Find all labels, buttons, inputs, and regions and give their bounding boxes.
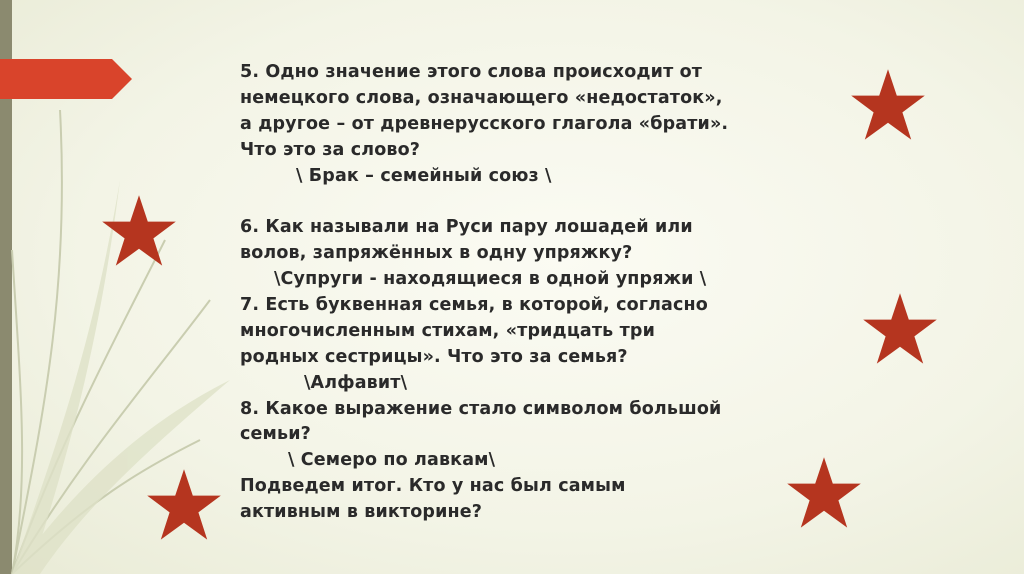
star-icon [99,192,179,272]
star-icon [848,66,928,146]
question-7-line-2: многочисленным стихам, «тридцать три [240,320,656,341]
star-icon [860,290,940,370]
answer-8: \ Семеро по лавкам\ [288,450,496,471]
star-icon [144,466,224,546]
answer-5: \ Брак – семейный союз \ [296,165,552,186]
question-8-line-1: 8. Какое выражение стало символом большой [240,398,722,419]
question-5-line-1: 5. Одно значение этого слова происходит от [240,62,703,82]
question-6-line-1: 6. Как называли на Руси пару лошадей или [240,217,693,238]
answer-7: \Алфавит\ [304,372,408,393]
question-5-line-2: немецкого слова, означающего «недостаток», [240,87,723,108]
summary-line-2: активным в викторине? [240,502,483,523]
question-6-line-2: волов, запряжённых в одну упряжку? [240,243,633,264]
spacer-line [240,189,800,215]
quiz-text [240,60,800,526]
question-7-line-3: родных сестрицы». Что это за семья? [240,346,628,367]
answer-6: \Супруги - находящиеся в одной упряжи \ [274,269,707,290]
question-5-line-3: а другое – от древнерусского глагола «брати». [240,113,729,134]
question-7-line-1: 7. Есть буквенная семья, в которой, согласно [240,295,708,316]
summary-line-1: Подведем итог. Кто у нас был самым [240,476,626,497]
question-8-line-2: семьи? [240,424,311,445]
question-5-line-4: Что это за слово? [240,139,421,160]
